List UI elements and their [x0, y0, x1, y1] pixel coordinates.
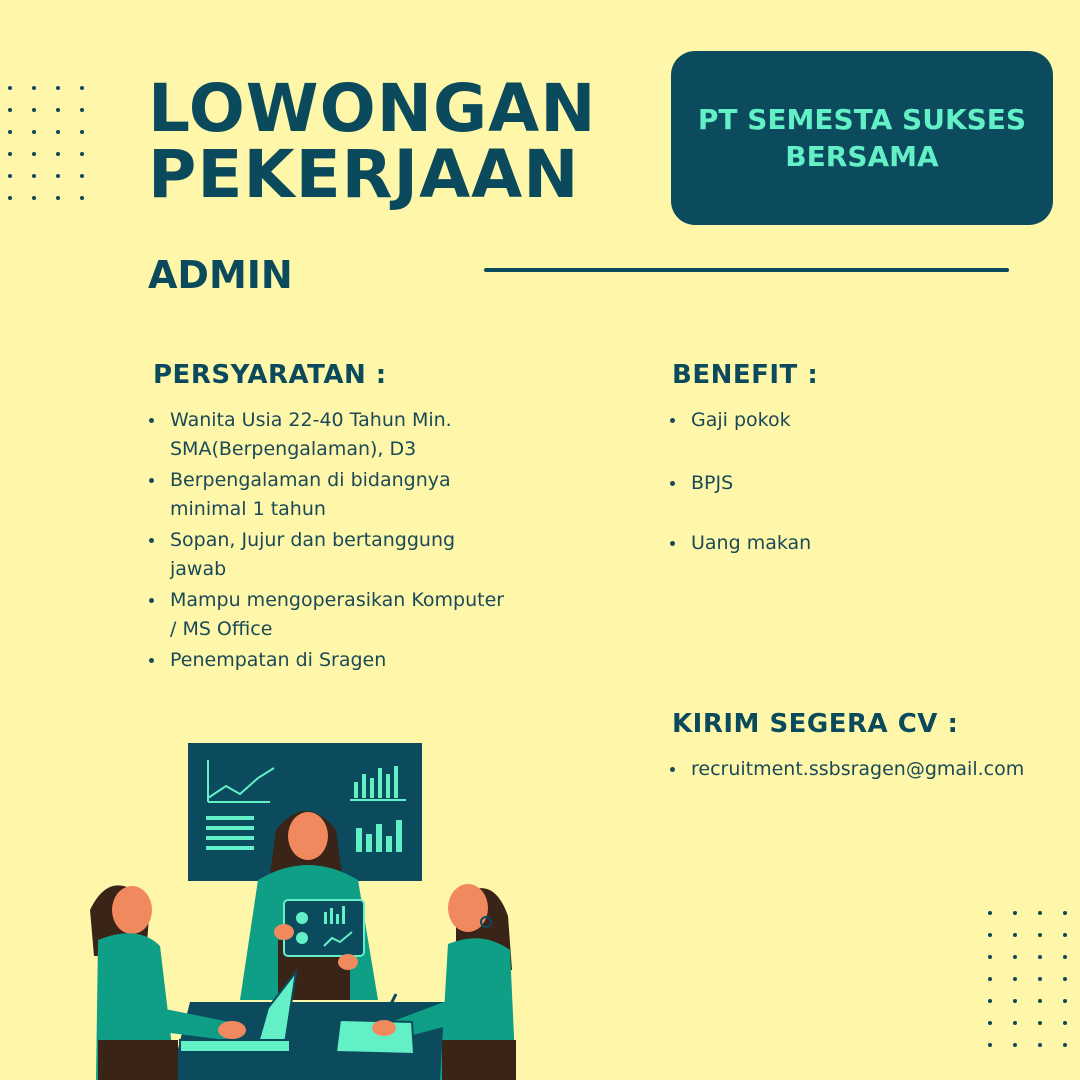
- contact-title: KIRIM SEGERA CV :: [672, 709, 959, 739]
- list-item: Penempatan di Sragen: [149, 646, 509, 675]
- company-badge: [671, 51, 1053, 225]
- decorative-dot-grid-bottom-right: [988, 911, 1067, 1047]
- headline: [148, 70, 597, 213]
- headline-line-1: LOWONGAN: [148, 70, 597, 147]
- requirements-list: [149, 406, 509, 678]
- list-item: Mampu mengoperasikan Komputer / MS Office: [149, 586, 509, 643]
- headline-line-2: PEKERJAAN: [148, 136, 580, 213]
- team-meeting-illustration: [80, 740, 530, 1080]
- benefits-list: [670, 406, 970, 558]
- benefits-title: BENEFIT :: [672, 360, 819, 390]
- list-item: Sopan, Jujur dan bertanggung jawab: [149, 526, 509, 583]
- contact-list: [670, 755, 1070, 784]
- list-item: Gaji pokok: [670, 406, 970, 435]
- decorative-dot-grid-top-left: [8, 86, 84, 200]
- list-item: Uang makan: [670, 529, 970, 558]
- divider-line: [484, 268, 1009, 272]
- contact-email[interactable]: recruitment.ssbsragen@gmail.com: [670, 755, 1070, 784]
- list-item: Wanita Usia 22-40 Tahun Min. SMA(Berpengalaman), D3: [149, 406, 509, 463]
- list-item: Berpengalaman di bidangnya minimal 1 tahun: [149, 466, 509, 523]
- company-name: PT SEMESTA SUKSES BERSAMA: [697, 103, 1027, 173]
- requirements-title: PERSYARATAN :: [153, 360, 387, 390]
- job-position: ADMIN: [148, 253, 293, 297]
- list-item: BPJS: [670, 469, 970, 498]
